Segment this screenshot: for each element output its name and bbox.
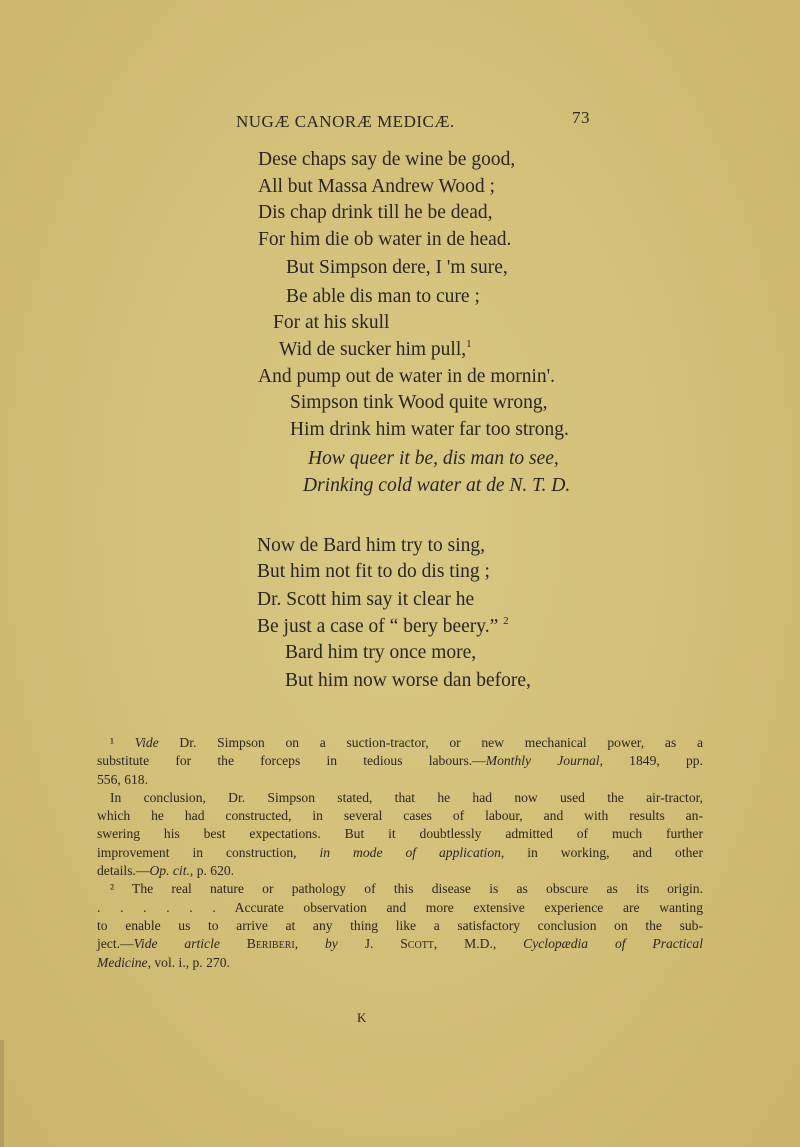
poem-line-text: Be just a case of “ bery beery.”	[257, 616, 499, 637]
poem-line: Be able dis man to cure ;	[286, 286, 480, 307]
poem-line: All but Massa Andrew Wood ;	[258, 176, 495, 197]
poem-line: Now de Bard him try to sing,	[257, 535, 486, 556]
footnote-line	[97, 954, 703, 972]
footnote-text: ject.—	[97, 936, 134, 952]
footnote-text: Medicine	[97, 954, 148, 970]
footnote-text: in mode of application	[319, 844, 501, 860]
footnote-text: , in working, and other	[500, 844, 703, 860]
poem-line-italic: How queer it be, dis man to see,	[308, 448, 559, 469]
poem-line: For him die ob water in de head.	[258, 229, 512, 250]
signature-mark: K	[357, 1010, 367, 1025]
footnote-text: improvement in construction,	[97, 844, 320, 860]
footnote-text: ² The real nature or pathology of this disease is as obscure as its origin.	[110, 881, 703, 897]
poem-line: Dis chap drink till he be dead,	[258, 202, 493, 223]
running-title: NUGÆ CANORÆ MEDICÆ.	[236, 112, 455, 131]
footnote-text: . . . . . . Accurate observation and more extensive experience are wanting	[97, 899, 703, 915]
footnote-text: Cyclopædia of Practical	[523, 936, 703, 952]
poem-line: Simpson tink Wood quite wrong,	[290, 392, 548, 413]
footnote-text: Vide article	[133, 936, 220, 952]
poem-line-italic: Drinking cold water at de N. T. D.	[303, 475, 571, 496]
footnote-line	[97, 935, 703, 953]
poem-line: But Simpson dere, I 'm sure,	[286, 257, 508, 278]
page-binding-edge	[0, 1040, 4, 1147]
poem-line: Him drink him water far too strong.	[290, 419, 569, 440]
footnote-text: ¹	[110, 735, 135, 750]
poem-line	[257, 615, 509, 639]
footnote-text: Monthly Journal	[485, 753, 600, 769]
footnote-text: by	[324, 936, 338, 952]
footnote-ref: 1	[466, 338, 472, 350]
poem-line-text: Wid de sucker him pull,	[279, 339, 467, 360]
footnote-text: 556, 618.	[97, 771, 148, 787]
footnote-text: to enable us to arrive at any thing like a satisfactory conclusion on the sub-	[97, 917, 703, 933]
footnote-text: , vol. i., p. 270.	[147, 954, 230, 970]
footnote-line	[97, 734, 703, 752]
footnote-ref: 2	[503, 615, 509, 627]
footnote-text: Vide	[134, 735, 159, 750]
poem-line: Dese chaps say de wine be good,	[258, 149, 516, 170]
footnote-text: In conclusion, Dr. Simpson stated, that he had now used the air-tractor,	[110, 789, 703, 805]
footnote-text: ,	[294, 936, 325, 952]
footnote-text: details.—	[97, 863, 150, 879]
footnote-text: , M.D.,	[433, 936, 524, 952]
footnote-text: Dr. Simpson on a suction-tractor, or new mechanical power, as a	[158, 735, 703, 750]
poem-line: But him not fit to do dis ting ;	[257, 561, 490, 582]
footnotes	[97, 734, 703, 972]
footnote-text: swering his best expectations. But it doubtlessly admitted of much further	[97, 826, 703, 842]
footnote-line	[97, 825, 703, 843]
footnote-line	[97, 917, 703, 935]
poem-line: Dr. Scott him say it clear he	[257, 589, 475, 610]
footnote-text: Scott	[400, 936, 434, 952]
footnote-line	[97, 789, 703, 807]
poem-line: And pump out de water in de mornin'.	[258, 366, 556, 387]
footnote-line	[97, 844, 703, 862]
poem-line: For at his skull	[273, 312, 390, 333]
footnote-line	[97, 752, 703, 770]
page-number: 73	[572, 108, 590, 127]
poem-line: But him now worse dan before,	[285, 670, 531, 691]
footnote-line	[97, 862, 703, 880]
footnote-text: substitute for the forceps in tedious labours.—	[97, 753, 486, 769]
footnote-line	[97, 771, 703, 789]
poem-line	[279, 338, 472, 362]
footnote-line	[97, 899, 703, 917]
footnote-text: , p. 620.	[189, 863, 235, 879]
footnote-line	[97, 807, 703, 825]
footnote-text: J.	[337, 936, 401, 952]
footnote-text: which he had constructed, in several cases of labour, and with results an-	[97, 808, 703, 824]
footnote-text: Op. cit.	[149, 863, 190, 879]
poem-line: Bard him try once more,	[285, 642, 477, 663]
footnote-text: Beriberi	[219, 936, 295, 952]
footnote-line	[97, 880, 703, 898]
footnote-text: , 1849, pp.	[599, 753, 703, 769]
